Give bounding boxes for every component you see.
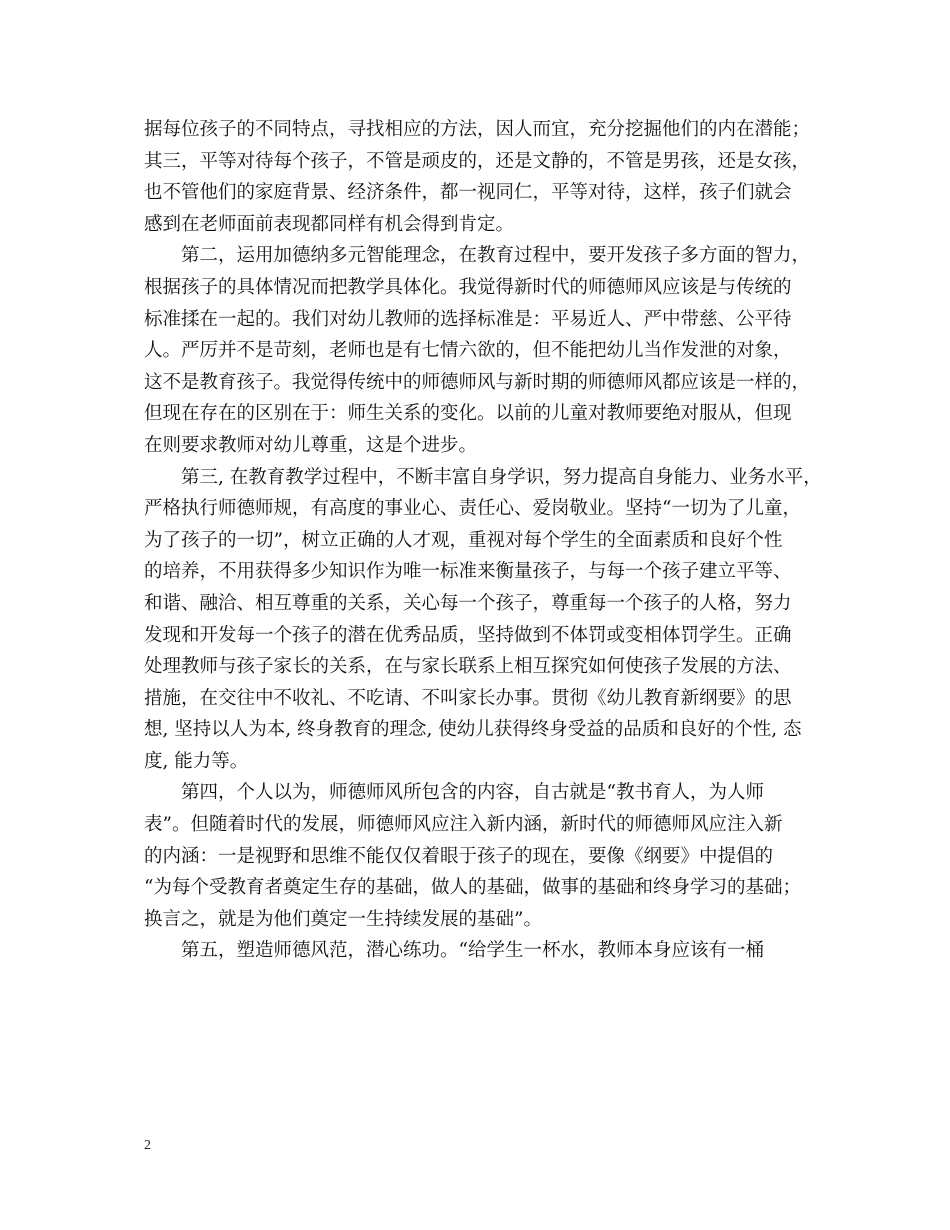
page-number: 2 [144,1138,151,1153]
text-line: 措施，在交往中不收礼、不吃请、不叫家长办事。贯彻《幼儿教育新纲要》的思 [144,687,792,709]
text-line: 这不是教育孩子。我觉得传统中的师德师风与新时期的师德师风都应该是一样的， [144,371,811,393]
text-line: 为了孩子的一切”，树立正确的人才观，重视对每个学生的全面素质和良好个性 [144,529,783,551]
text-line: 表”。但随着时代的发展，师德师风应注入新内涵，新时代的师德师风应注入新 [144,814,783,836]
text-line: 严格执行师德师规，有高度的事业心、责任心、爱岗敬业。坚持“一切为了儿童， [144,498,801,520]
text-line: 的培养，不用获得多少知识作为唯一标准来衡量孩子，与每一个孩子建立平等、 [144,561,792,583]
text-line: 换言之，就是为他们奠定一生持续发展的基础”。 [144,908,542,930]
text-line: 第四，个人以为，师德师风所包含的内容，自古就是“教书育人，为人师 [181,782,764,804]
text-line: 感到在老师面前表现都同样有机会得到肯定。 [144,213,515,235]
text-line: 人。严厉并不是苛刻，老师也是有七情六欲的，但不能把幼儿当作发泄的对象， [144,340,792,362]
text-line: 在则要求教师对幼儿尊重，这是个进步。 [144,434,478,456]
text-line: 和谐、融洽、相互尊重的关系，关心每一个孩子，尊重每一个孩子的人格，努力 [144,592,792,614]
text-line: 但现在存在的区别在于：师生关系的变化。以前的儿童对教师要绝对服从，但现 [144,403,792,425]
text-line: 第五，塑造师德风范，潜心练功。“给学生一杯水，教师本身应该有一桶 [181,940,764,962]
text-line: 第二，运用加德纳多元智能理念，在教育过程中，要开发孩子多方面的智力， [181,245,811,267]
text-line: 根据孩子的具体情况而把教学具体化。我觉得新时代的师德师风应该是与传统的 [144,276,792,298]
text-line: 的内涵：一是视野和思维不能仅仅着眼于孩子的现在，要像《纲要》中提倡的 [144,845,774,867]
text-line: 其三，平等对待每个孩子，不管是顽皮的，还是文静的，不管是男孩，还是女孩， [144,150,811,172]
text-line: 也不管他们的家庭背景、经济条件，都一视同仁，平等对待，这样，孩子们就会 [144,182,792,204]
text-line: 处理教师与孩子家长的关系，在与家长联系上相互探究如何使孩子发展的方法、 [144,656,792,678]
text-line: 据每位孩子的不同特点，寻找相应的方法，因人而宜，充分挖掘他们的内在潜能； [144,119,811,140]
text-line: 发现和开发每一个孩子的潜在优秀品质，坚持做到不体罚或变相体罚学生。正确 [144,624,792,646]
text-line: 标准揉在一起的。我们对幼儿教师的选择标准是：平易近人、严中带慈、公平待 [144,308,792,330]
text-line: “为每个受教育者奠定生存的基础，做人的基础，做事的基础和终身学习的基础； [144,877,801,899]
body-text [144,114,824,967]
text-line: 度, 能力等。 [144,750,249,772]
text-line: 想, 坚持以人为本, 终身教育的理念, 使幼儿获得终身受益的品质和良好的个性, 态 [144,719,802,741]
text-line: 第三, 在教育教学过程中，不断丰富自身学识，努力提高自身能力、业务水平， [181,466,822,488]
